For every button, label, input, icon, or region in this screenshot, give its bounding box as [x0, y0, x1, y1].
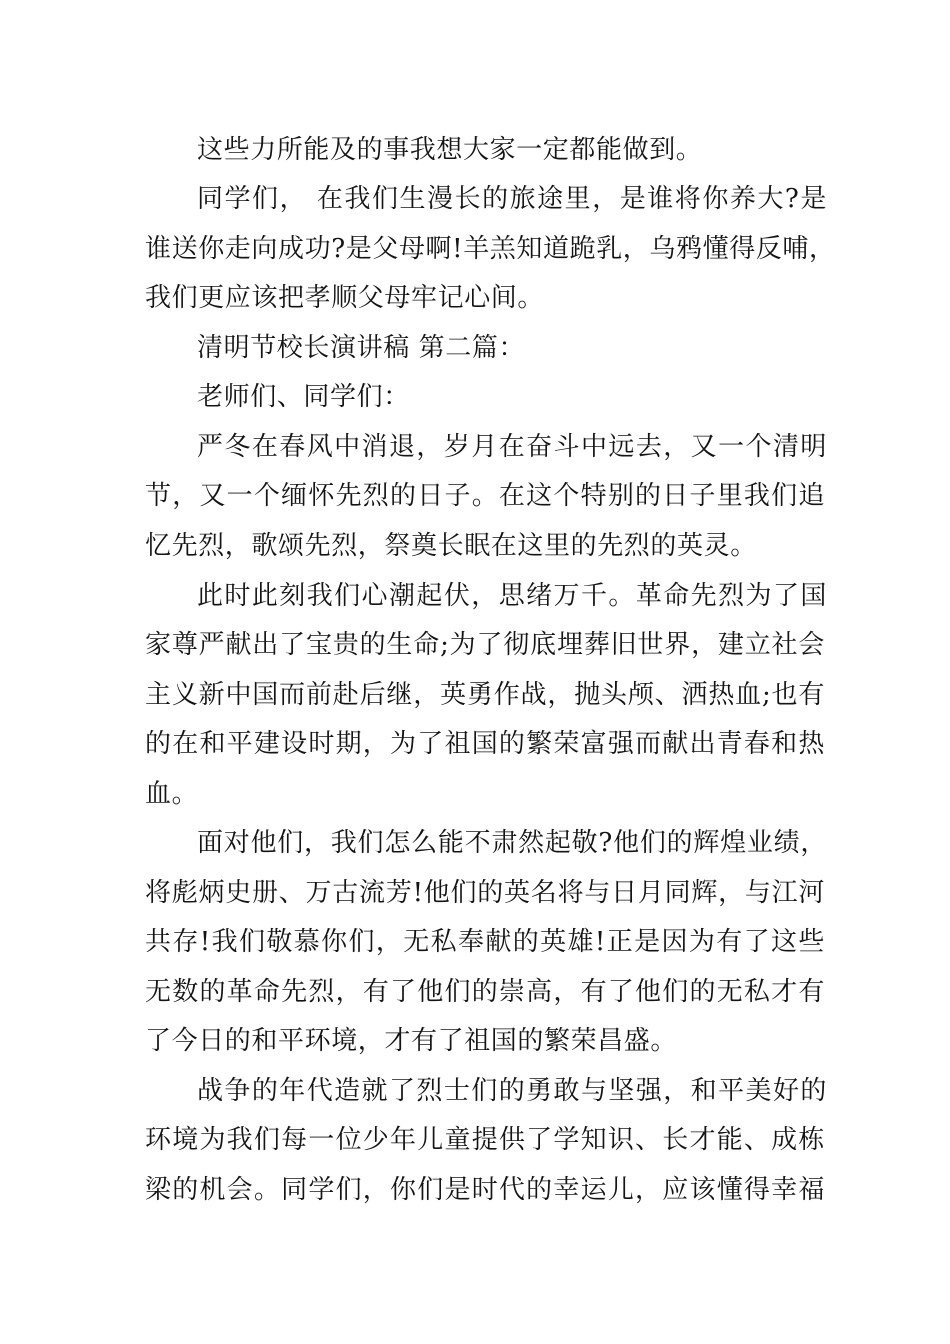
text-line: 无数的革命先烈，有了他们的崇高，有了他们的无私才有: [145, 977, 825, 1007]
text-line: 忆先烈，歌颂先烈，祭奠长眠在这里的先烈的英灵。: [145, 531, 757, 561]
text-line: 主义新中国而前赴后继，英勇作战，抛头颅、洒热血;也有: [145, 680, 825, 710]
text-line: 战争的年代造就了烈士们的勇敢与坚强，和平美好的: [197, 1076, 827, 1106]
text-line: 谁送你走向成功?是父母啊!羊羔知道跪乳，乌鸦懂得反哺，: [145, 234, 836, 264]
text-line: 血。: [145, 779, 199, 809]
text-line: 将彪炳史册、万古流芳!他们的英名将与日月同辉，与江河: [145, 878, 825, 908]
text-line: 共存!我们敬慕你们，无私奉献的英雄!正是因为有了这些: [145, 927, 825, 957]
text-line: 同学们， 在我们生漫长的旅途里，是谁将你养大?是: [197, 184, 827, 214]
text-line: 环境为我们每一位少年儿童提供了学知识、长才能、成栋: [145, 1125, 825, 1155]
text-line: 此时此刻我们心潮起伏，思绪万千。革命先烈为了国: [197, 581, 827, 611]
text-line: 我们更应该把孝顺父母牢记心间。: [145, 283, 545, 313]
text-line: 梁的机会。同学们，你们是时代的幸运儿，应该懂得幸福: [145, 1175, 825, 1205]
section-heading: 清明节校长演讲稿 第二篇：: [197, 333, 526, 363]
salutation: 老师们、同学们：: [197, 382, 410, 412]
text-line: 家尊严献出了宝贵的生命;为了彻底埋葬旧世界，建立社会: [145, 630, 825, 660]
text-line: 严冬在春风中消退，岁月在奋斗中远去，又一个清明: [197, 432, 827, 462]
text-line: 的在和平建设时期，为了祖国的繁荣富强而献出青春和热: [145, 729, 825, 759]
text-line: 节，又一个缅怀先烈的日子。在这个特别的日子里我们追: [145, 481, 825, 511]
text-line: 了今日的和平环境，才有了祖国的繁荣昌盛。: [145, 1026, 678, 1056]
text-line: 面对他们，我们怎么能不肃然起敬?他们的辉煌业绩，: [197, 828, 827, 858]
text-line: 这些力所能及的事我想大家一定都能做到。: [197, 135, 703, 165]
